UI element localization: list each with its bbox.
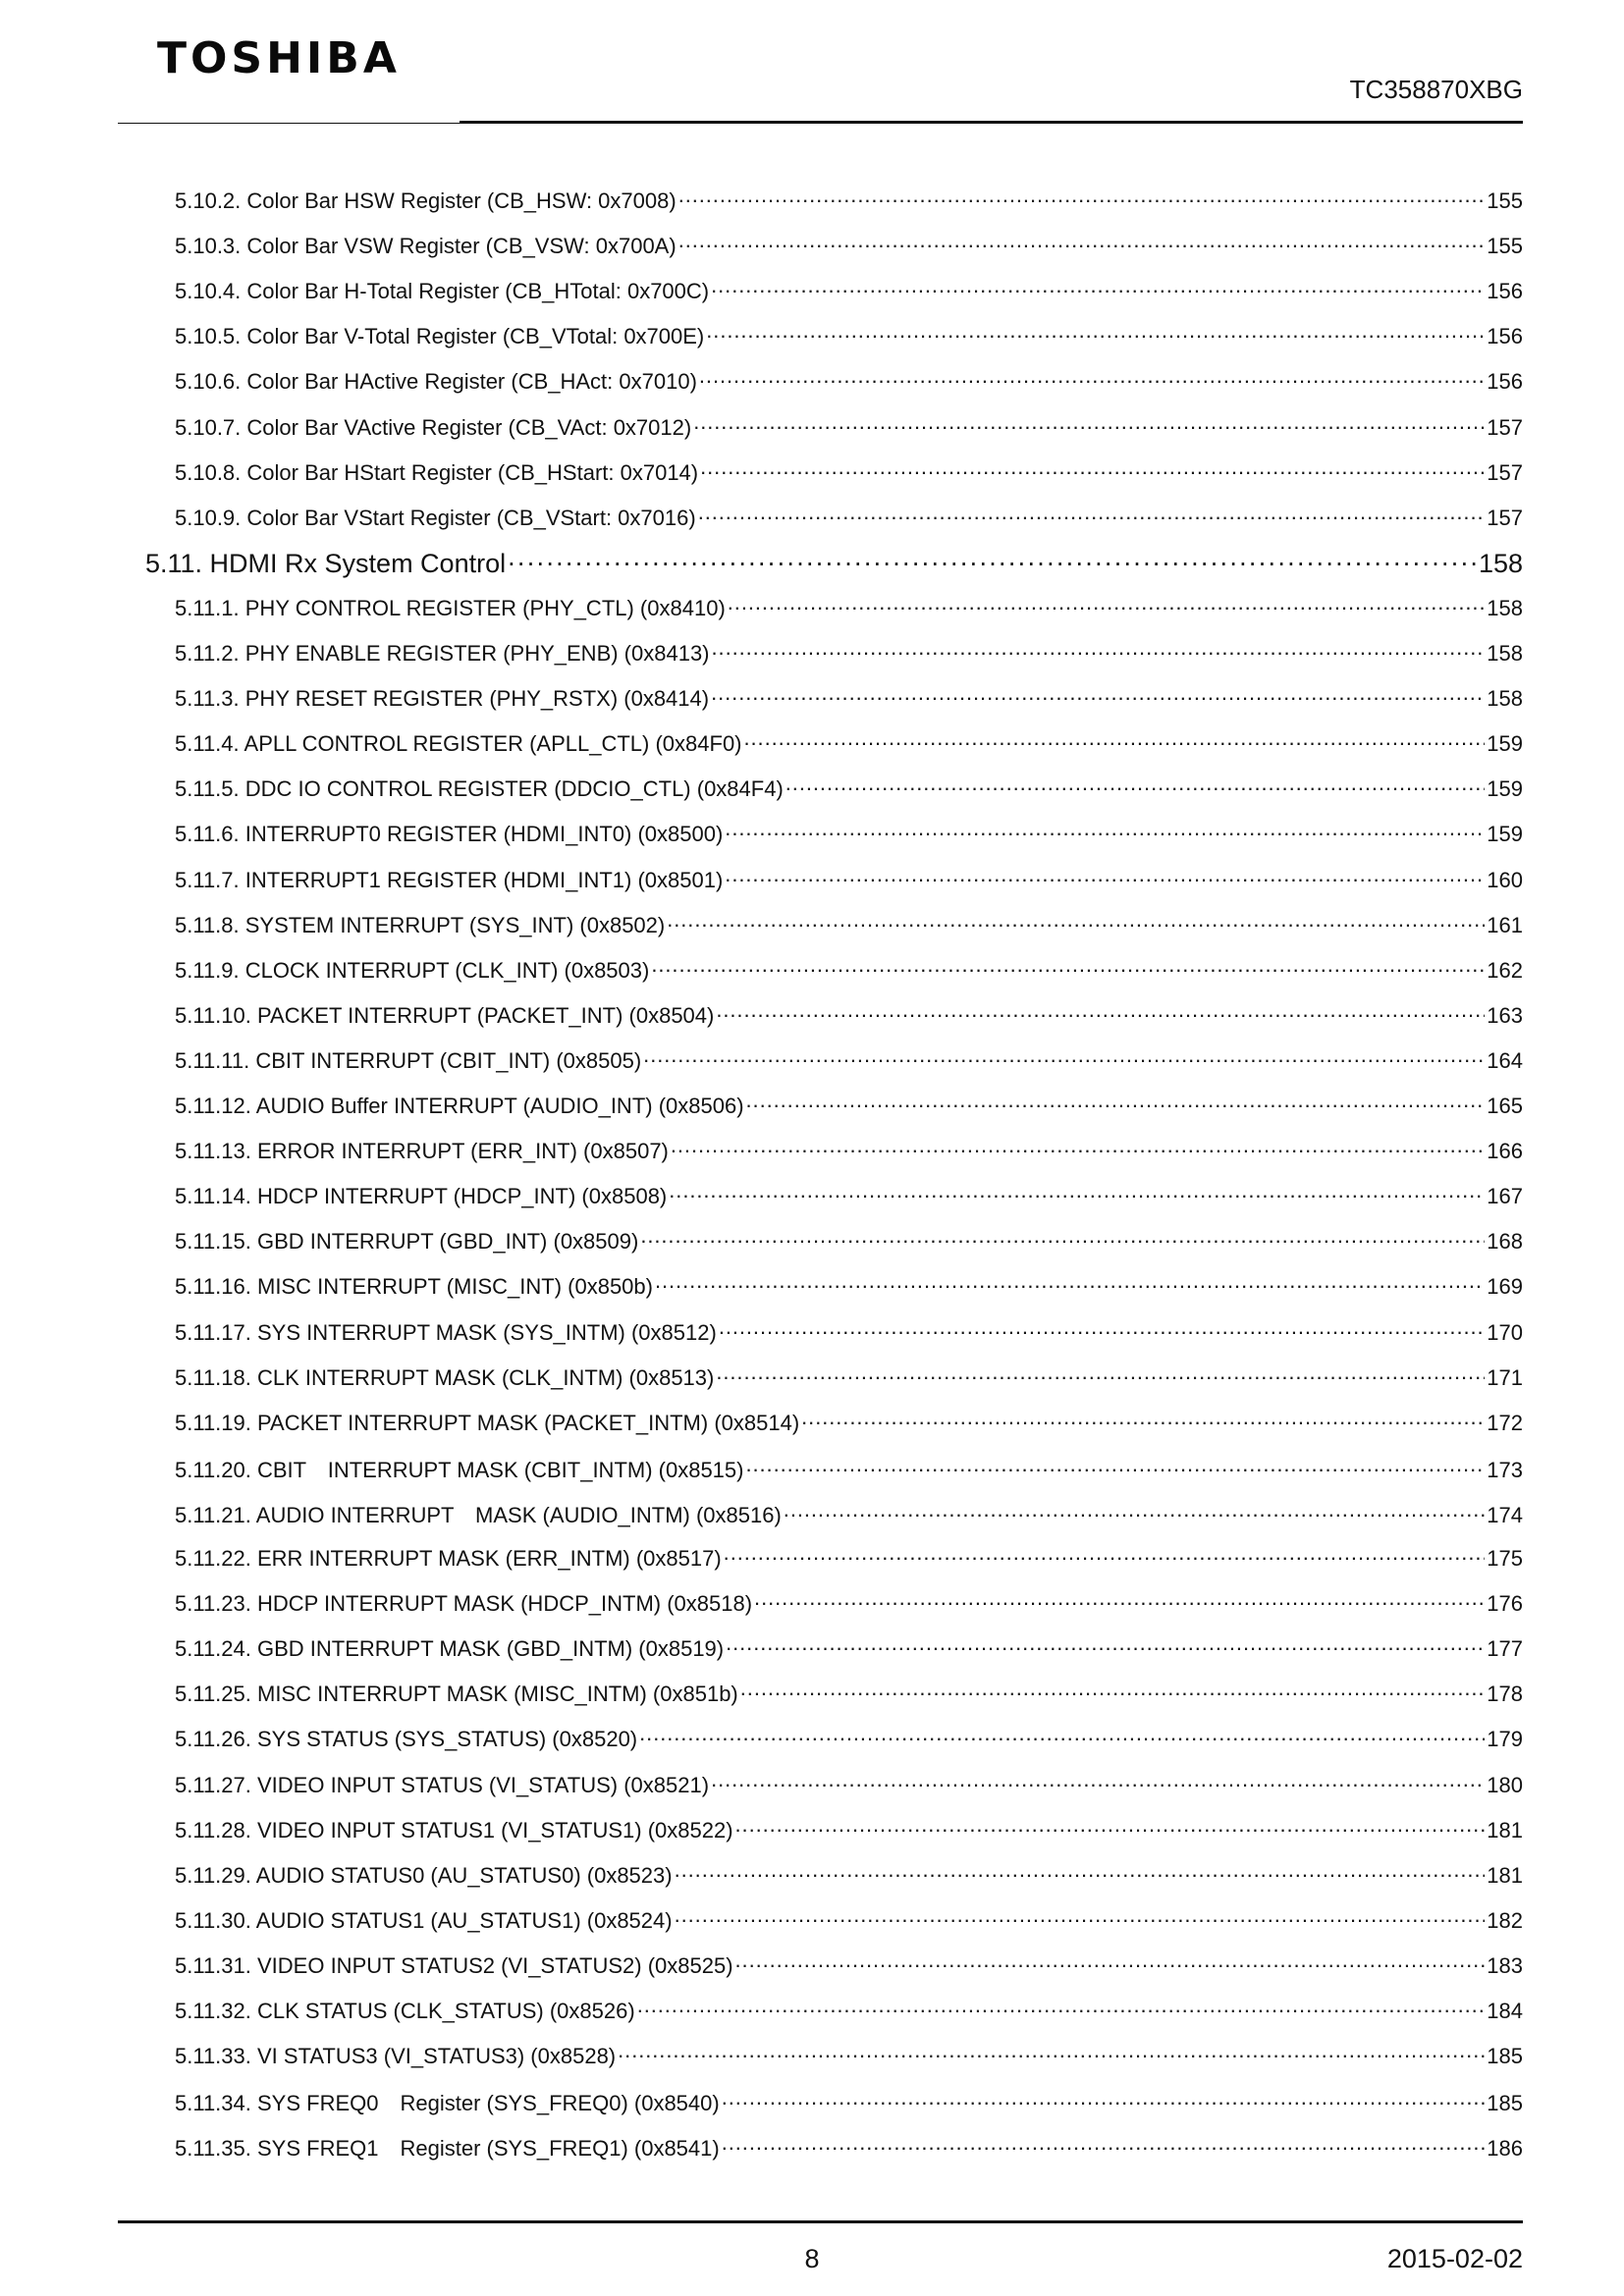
toc-entry[interactable] — [145, 1272, 1523, 1300]
toc-entry[interactable] — [145, 1589, 1523, 1617]
toc-dot-leader — [784, 1501, 1485, 1522]
toc-entry-page: 157 — [1487, 505, 1523, 530]
toc-dot-leader — [712, 639, 1486, 661]
toc-entry-title: 5.10.9. Color Bar VStart Register (CB_VStart: 0x7016) — [175, 505, 696, 530]
toc-entry-title: 5.11.1. PHY CONTROL REGISTER (PHY_CTL) (0x8410) — [175, 595, 726, 620]
toc-entry[interactable] — [145, 2042, 1523, 2069]
toc-entry-title: 5.11.6. INTERRUPT0 REGISTER (HDMI_INT0) (0x8500) — [175, 822, 724, 847]
toc-entry-title: 5.11. HDMI Rx System Control — [145, 548, 507, 578]
toc-entry-page: 168 — [1487, 1229, 1523, 1255]
toc-entry[interactable] — [145, 1409, 1523, 1436]
toc-entry-page: 178 — [1487, 1682, 1523, 1707]
toc-dot-leader — [716, 1001, 1485, 1023]
toc-entry[interactable] — [145, 1454, 1523, 1484]
table-of-contents — [145, 0, 1523, 2296]
toc-entry[interactable] — [145, 1861, 1523, 1889]
toc-entry-page: 162 — [1487, 957, 1523, 983]
toc-entry[interactable] — [145, 1725, 1523, 1752]
toc-entry[interactable] — [145, 232, 1523, 259]
toc-entry[interactable] — [145, 956, 1523, 984]
toc-dot-leader — [671, 1137, 1485, 1158]
toc-entry-page: 175 — [1487, 1546, 1523, 1571]
toc-entry-page: 161 — [1487, 912, 1523, 937]
toc-dot-leader — [719, 1318, 1485, 1340]
toc-entry-page: 186 — [1487, 2136, 1523, 2162]
toc-entry[interactable] — [145, 504, 1523, 531]
toc-dot-leader — [639, 1725, 1485, 1746]
toc-entry-page: 182 — [1487, 1907, 1523, 1933]
toc-entry-title: 5.10.5. Color Bar V-Total Register (CB_VTotal: 0x700E) — [175, 324, 705, 349]
toc-entry-page: 183 — [1487, 1952, 1523, 1978]
toc-entry-page: 160 — [1487, 867, 1523, 892]
toc-entry-title: 5.11.3. PHY RESET REGISTER (PHY_RSTX) (0x8414) — [175, 686, 710, 712]
toc-entry-title: 5.11.13. ERROR INTERRUPT (ERR_INT) (0x8507) — [175, 1139, 669, 1164]
toc-dot-leader — [728, 594, 1486, 615]
toc-dot-leader — [706, 322, 1485, 344]
toc-dot-leader — [754, 1589, 1485, 1611]
toc-dot-leader — [655, 1272, 1485, 1294]
toc-entry-page: 163 — [1487, 1002, 1523, 1028]
toc-entry-title: 5.11.10. PACKET INTERRUPT (PACKET_INT) (0x8504) — [175, 1002, 715, 1028]
toc-entry[interactable] — [145, 1997, 1523, 2024]
toc-dot-leader — [745, 1456, 1485, 1477]
toc-entry-page: 159 — [1487, 776, 1523, 802]
toc-entry-page: 156 — [1487, 279, 1523, 304]
toc-entry-page: 177 — [1487, 1636, 1523, 1662]
toc-entry-page: 155 — [1487, 234, 1523, 259]
toc-entry-title: 5.11.12. AUDIO Buffer INTERRUPT (AUDIO_INT) (0x8506) — [175, 1094, 744, 1118]
toc-entry[interactable] — [145, 2087, 1523, 2117]
toc-entry-page: 159 — [1487, 822, 1523, 847]
toc-entry[interactable] — [145, 1771, 1523, 1798]
toc-entry-title: 5.11.16. MISC INTERRUPT (MISC_INT) (0x850b) — [175, 1274, 653, 1300]
toc-entry[interactable] — [145, 413, 1523, 441]
toc-entry-title: 5.11.5. DDC IO CONTROL REGISTER (DDCIO_CTL) (0x84F4) — [175, 776, 784, 802]
toc-entry[interactable] — [145, 1680, 1523, 1707]
toc-entry-title: 5.11.26. SYS STATUS (SYS_STATUS) (0x8520) — [175, 1727, 638, 1752]
toc-entry-title: 5.11.23. HDCP INTERRUPT MASK (HDCP_INTM) (0x8518) — [175, 1591, 753, 1617]
footer-date: 2015-02-02 — [1386, 2244, 1523, 2273]
toc-entry-page: 164 — [1487, 1047, 1523, 1073]
toc-entry-page: 174 — [1487, 1502, 1523, 1527]
toc-entry-title: 5.10.7. Color Bar VActive Register (CB_VAct: 0x7012) — [175, 414, 692, 440]
toc-entry-title: 5.11.29. AUDIO STATUS0 (AU_STATUS0) (0x8523) — [175, 1862, 673, 1888]
toc-dot-leader — [725, 820, 1485, 841]
toc-entry[interactable] — [145, 367, 1523, 395]
toc-dot-leader — [785, 774, 1486, 796]
toc-entry-page: 158 — [1487, 641, 1523, 666]
toc-entry[interactable] — [145, 1001, 1523, 1029]
toc-entry[interactable] — [145, 1499, 1523, 1529]
toc-entry-title: 5.11.14. HDCP INTERRUPT (HDCP_INT) (0x8508) — [175, 1184, 668, 1209]
toc-entry[interactable] — [145, 1092, 1523, 1119]
footer-rule — [118, 2220, 1523, 2223]
toc-entry[interactable] — [145, 684, 1523, 712]
toc-entry-title: 5.11.11. CBIT INTERRUPT (CBIT_INT) (0x8505) — [175, 1047, 642, 1073]
toc-entry-page: 169 — [1487, 1274, 1523, 1300]
toc-entry[interactable] — [145, 2132, 1523, 2163]
toc-entry-title: 5.11.35. SYS FREQ1 Register (SYS_FREQ1) (0x8541) — [175, 2136, 720, 2162]
toc-entry[interactable] — [145, 187, 1523, 214]
toc-entry[interactable] — [145, 1906, 1523, 1934]
toc-section-entry[interactable] — [145, 546, 1523, 579]
toc-entry[interactable] — [145, 277, 1523, 304]
toc-entry-title: 5.11.19. PACKET INTERRUPT MASK (PACKET_INTM) (0x8514) — [175, 1410, 800, 1435]
toc-entry-title: 5.11.8. SYSTEM INTERRUPT (SYS_INT) (0x8502) — [175, 912, 666, 937]
toc-entry-title: 5.11.4. APLL CONTROL REGISTER (APLL_CTL) (0x84F0) — [175, 731, 742, 757]
toc-entry-title: 5.11.22. ERR INTERRUPT MASK (ERR_INTM) (0x8517) — [175, 1546, 722, 1571]
toc-entry-title: 5.10.4. Color Bar H-Total Register (CB_HTotal: 0x700C) — [175, 279, 710, 304]
toc-entry-title: 5.11.2. PHY ENABLE REGISTER (PHY_ENB) (0x8413) — [175, 641, 710, 666]
toc-entry-title: 5.11.24. GBD INTERRUPT MASK (GBD_INTM) (0x8519) — [175, 1636, 725, 1662]
toc-entry-page: 158 — [1487, 595, 1523, 620]
toc-entry-title: 5.11.31. VIDEO INPUT STATUS2 (VI_STATUS2) (0x8525) — [175, 1952, 733, 1978]
toc-dot-leader — [651, 956, 1485, 978]
toc-dot-leader — [746, 1092, 1486, 1113]
toc-dot-leader — [508, 546, 1477, 572]
toc-dot-leader — [675, 1906, 1486, 1928]
toc-entry[interactable] — [145, 911, 1523, 938]
toc-entry-page: 156 — [1487, 369, 1523, 395]
toc-entry-page: 181 — [1487, 1817, 1523, 1842]
toc-entry[interactable] — [145, 322, 1523, 349]
toc-entry[interactable] — [145, 1816, 1523, 1843]
toc-entry-title: 5.11.34. SYS FREQ0 Register (SYS_FREQ0) (0x8540) — [175, 2091, 720, 2116]
toc-entry-page: 179 — [1487, 1727, 1523, 1752]
toc-dot-leader — [744, 729, 1486, 751]
toc-dot-leader — [724, 1544, 1486, 1566]
toc-entry[interactable] — [145, 1137, 1523, 1164]
toc-dot-leader — [735, 1951, 1486, 1973]
toc-entry-page: 185 — [1487, 2044, 1523, 2069]
toc-dot-leader — [618, 2042, 1485, 2063]
toc-entry-title: 5.10.8. Color Bar HStart Register (CB_HStart: 0x7014) — [175, 459, 699, 485]
toc-entry-title: 5.11.33. VI STATUS3 (VI_STATUS3) (0x8528) — [175, 2044, 617, 2069]
toc-entry-title: 5.11.25. MISC INTERRUPT MASK (MISC_INTM) (0x851b) — [175, 1682, 738, 1707]
toc-entry-page: 165 — [1487, 1094, 1523, 1118]
toc-entry-title: 5.11.28. VIDEO INPUT STATUS1 (VI_STATUS1) (0x8522) — [175, 1817, 733, 1842]
toc-entry[interactable] — [145, 820, 1523, 847]
toc-entry-page: 157 — [1487, 459, 1523, 485]
toc-dot-leader — [699, 367, 1485, 389]
toc-entry[interactable] — [145, 594, 1523, 621]
toc-entry[interactable] — [145, 458, 1523, 486]
toc-entry-title: 5.10.3. Color Bar VSW Register (CB_VSW: 0x700A) — [175, 234, 677, 259]
toc-entry[interactable] — [145, 639, 1523, 667]
toc-entry[interactable] — [145, 1227, 1523, 1255]
toc-dot-leader — [698, 504, 1486, 525]
toc-entry-page: 156 — [1487, 324, 1523, 349]
toc-entry-page: 159 — [1487, 731, 1523, 757]
toc-dot-leader — [678, 232, 1486, 253]
toc-entry-page: 172 — [1487, 1410, 1523, 1435]
toc-dot-leader — [725, 866, 1485, 887]
toc-entry[interactable] — [145, 729, 1523, 757]
toc-entry-title: 5.11.32. CLK STATUS (CLK_STATUS) (0x8526) — [175, 1999, 635, 2023]
toc-dot-leader — [711, 277, 1485, 298]
toc-dot-leader — [722, 2089, 1486, 2110]
toc-entry-page: 157 — [1487, 414, 1523, 440]
page-number: 8 — [804, 2244, 820, 2273]
toc-dot-leader — [711, 684, 1485, 706]
toc-entry-page: 176 — [1487, 1591, 1523, 1617]
toc-entry-page: 167 — [1487, 1184, 1523, 1209]
toc-entry-page: 170 — [1487, 1319, 1523, 1345]
toc-dot-leader — [678, 187, 1486, 208]
toc-entry-title: 5.10.2. Color Bar HSW Register (CB_HSW: 0x7008) — [175, 188, 677, 213]
toc-entry-page: 155 — [1487, 188, 1523, 213]
toc-entry-title: 5.11.21. AUDIO INTERRUPT MASK (AUDIO_INTM) (0x8516) — [175, 1502, 782, 1527]
toc-entry[interactable] — [145, 1318, 1523, 1346]
document-id: TC358870XBG — [1349, 75, 1523, 104]
toc-entry-title: 5.11.18. CLK INTERRUPT MASK (CLK_INTM) (0x8513) — [175, 1364, 715, 1390]
toc-dot-leader — [726, 1634, 1485, 1656]
toc-entry[interactable] — [145, 1046, 1523, 1074]
toc-entry[interactable] — [145, 1544, 1523, 1572]
toc-entry-page: 158 — [1478, 548, 1523, 578]
toc-entry[interactable] — [145, 1634, 1523, 1662]
toc-entry[interactable] — [145, 1182, 1523, 1209]
toc-dot-leader — [637, 1997, 1486, 2018]
toc-dot-leader — [667, 911, 1485, 933]
toc-dot-leader — [693, 413, 1485, 435]
toc-dot-leader — [722, 2134, 1486, 2156]
toc-entry-title: 5.11.15. GBD INTERRUPT (GBD_INT) (0x8509) — [175, 1229, 639, 1255]
toc-dot-leader — [740, 1680, 1486, 1701]
toc-dot-leader — [700, 458, 1485, 480]
toc-entry[interactable] — [145, 1363, 1523, 1391]
toc-dot-leader — [675, 1861, 1486, 1883]
toc-entry[interactable] — [145, 866, 1523, 893]
toc-entry[interactable] — [145, 774, 1523, 802]
toc-dot-leader — [640, 1227, 1485, 1249]
toc-entry-title: 5.11.30. AUDIO STATUS1 (AU_STATUS1) (0x8524) — [175, 1907, 673, 1933]
toc-dot-leader — [643, 1046, 1485, 1068]
toc-entry-page: 166 — [1487, 1139, 1523, 1164]
toc-dot-leader — [669, 1182, 1485, 1203]
toc-entry-title: 5.11.20. CBIT INTERRUPT MASK (CBIT_INTM) (0x8515) — [175, 1457, 744, 1482]
toc-entry-page: 184 — [1487, 1999, 1523, 2023]
toc-dot-leader — [735, 1816, 1486, 1838]
toc-entry-title: 5.11.9. CLOCK INTERRUPT (CLK_INT) (0x8503) — [175, 957, 650, 983]
toc-entry-page: 185 — [1487, 2091, 1523, 2116]
toc-entry-page: 158 — [1487, 686, 1523, 712]
toc-entry-title: 5.11.7. INTERRUPT1 REGISTER (HDMI_INT1) (0x8501) — [175, 867, 724, 892]
toc-entry[interactable] — [145, 1951, 1523, 1979]
toc-entry-title: 5.11.17. SYS INTERRUPT MASK (SYS_INTM) (0x8512) — [175, 1319, 717, 1345]
toc-dot-leader — [801, 1409, 1485, 1430]
toc-entry-page: 180 — [1487, 1772, 1523, 1797]
toc-entry-title: 5.10.6. Color Bar HActive Register (CB_HAct: 0x7010) — [175, 369, 697, 395]
toc-entry-page: 171 — [1487, 1364, 1523, 1390]
toc-dot-leader — [716, 1363, 1485, 1385]
toc-entry-page: 181 — [1487, 1862, 1523, 1888]
toc-entry-title: 5.11.27. VIDEO INPUT STATUS (VI_STATUS) (0x8521) — [175, 1772, 710, 1797]
toshiba-logo: TOSHIBA — [157, 33, 401, 83]
toc-entry-page: 173 — [1487, 1457, 1523, 1482]
toc-dot-leader — [711, 1771, 1485, 1792]
